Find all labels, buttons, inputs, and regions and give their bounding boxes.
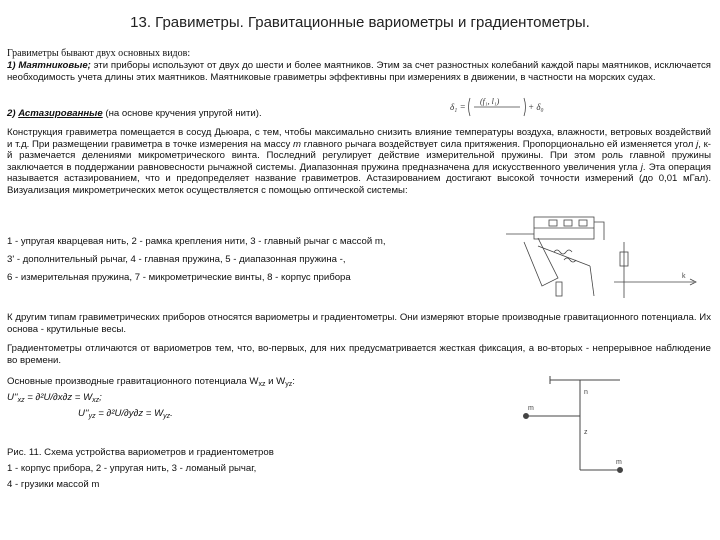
type-astatized bbox=[7, 108, 711, 120]
intro-text: Гравиметры бывают двух основных видов: bbox=[7, 48, 191, 59]
schematic-block-1 bbox=[549, 220, 557, 226]
type-pendulum bbox=[7, 60, 711, 83]
eq2-end: . bbox=[170, 408, 173, 419]
construction-paragraph bbox=[7, 127, 711, 197]
construction-var-j: j bbox=[696, 138, 699, 150]
formula-paren-right bbox=[524, 98, 526, 116]
equation-yz bbox=[78, 408, 173, 420]
type-astatized-num: 2) bbox=[7, 108, 16, 119]
construction-text-b: главного рычага воздействует сила притяжения. Пропорционально ей изменяется угол bbox=[303, 138, 694, 150]
derivatives-lead bbox=[7, 376, 295, 388]
schematic-weight bbox=[556, 282, 562, 296]
formula-numerator: (f₁, l₁) bbox=[480, 97, 500, 106]
derivatives-lead-text: Основные производные гравитационного потенциала W bbox=[7, 376, 259, 387]
eq1-u: U'' bbox=[7, 392, 18, 403]
derivatives-tail: : bbox=[292, 376, 295, 387]
eq2-u: U'' bbox=[78, 408, 89, 419]
construction-var-m: m bbox=[292, 138, 301, 150]
legend-line-1: 1 - упругая кварцевая нить, 2 - рамка крепления нити, 3 - главный рычаг с массой m, bbox=[7, 236, 386, 247]
schematic-block-3 bbox=[579, 220, 587, 226]
formula-figure bbox=[448, 94, 558, 120]
legend-line-2: 3' - дополнительный рычаг, 4 - главная пружина, 5 - диапазонная пружина -, bbox=[7, 254, 346, 265]
formula-left: δ₁ = bbox=[450, 102, 466, 112]
eq2-usub: yz bbox=[88, 413, 96, 420]
variometer-label-m2: m bbox=[616, 459, 622, 466]
construction-text-d: . Эта операция называется астазированием, что и предопределяет название гравиметров. Астазированием достигают высокой точности измерений (до 0,01 мГал). Визуализация микрометрических меток осуществляется с помощью оптической системы: bbox=[7, 161, 711, 196]
formula-right: + δ₀ bbox=[528, 102, 544, 112]
eq2-wsub: yz bbox=[163, 413, 171, 420]
type-astatized-name: Астазированные bbox=[18, 108, 103, 119]
eq1-wsub: xz bbox=[92, 397, 100, 404]
schematic-label-k: k bbox=[682, 273, 686, 280]
legend-line-3: 6 - измерительная пружина, 7 - микрометрические винты, 8 - корпус прибора bbox=[7, 272, 351, 283]
caption-line-1: 1 - корпус прибора, 2 - упругая нить, 3 - ломаный рычаг, bbox=[7, 463, 257, 474]
variometer-label-m1: m bbox=[528, 405, 534, 412]
figure-caption: Рис. 11. Схема устройства вариометров и градиентометров bbox=[7, 447, 274, 458]
variometer-figure bbox=[520, 374, 630, 494]
construction-text-a: Конструкция гравиметра помещается в сосуд Дьюара, с тем, чтобы максимально снизить влияние температуры воздуха, влажности, ветровых воздействий и т.д. При размещении гравиметра в точке измерения на массу bbox=[7, 127, 711, 150]
eq1-usub: xz bbox=[17, 397, 25, 404]
construction-text-c: , к-й размечается делениями микрометрического винта. Последний регулирует действие измерительной пружины. При этом роль главной пружины заключается в поддержании равновесности рычажной системы. Диапазонная пружина предназначена для искусственного увеличения угла bbox=[7, 138, 711, 173]
eq1-rhs: = ∂²U/∂x∂z = W bbox=[24, 392, 93, 403]
variometer-label-z: z bbox=[584, 429, 588, 436]
eq1-end: ; bbox=[99, 392, 102, 403]
construction-var-j2: j bbox=[640, 161, 643, 173]
other-types-paragraph: К другим типам гравиметрических приборов относятся вариометры и градиентометры. Они измеряют вторые производные гравитационного потенциала. Их основа - крутильные весы. bbox=[7, 312, 711, 335]
caption-line-2: 4 - грузики массой m bbox=[7, 479, 100, 490]
schematic-main-lever bbox=[538, 246, 590, 266]
page-title: 13. Гравиметры. Гравитационные вариометры и градиентометры. bbox=[130, 14, 590, 31]
derivatives-sub1: xz bbox=[258, 381, 266, 388]
variometer-label-n: n bbox=[584, 389, 588, 396]
gravimeter-schematic bbox=[494, 212, 706, 304]
type-pendulum-name: Маятниковые; bbox=[18, 60, 91, 71]
type-pendulum-num: 1) bbox=[7, 60, 16, 71]
derivatives-mid: и W bbox=[265, 376, 286, 387]
equation-xz bbox=[7, 392, 102, 404]
variometer-weight-left bbox=[524, 414, 529, 419]
type-astatized-text: (на основе кручения упругой нити). bbox=[105, 108, 262, 119]
schematic-block-2 bbox=[564, 220, 572, 226]
eq2-rhs: = ∂²U/∂y∂z = W bbox=[95, 408, 164, 419]
schematic-arm bbox=[594, 222, 604, 240]
gradiometers-paragraph: Градиентометры отличаются от вариометров тем, что, во-первых, для них предусматривается жесткая фиксация, а во-вторых - непрерывное наблюдение во времени. bbox=[7, 343, 711, 366]
type-pendulum-text: эти приборы используют от двух до шести и более маятников. Этим за счет разностных колебаний каждой пары маятников, исключается необходимость учета длины этих маятников. Маятниковые гравиметры эффективны при измерениях в движении, в частности на морских судах. bbox=[7, 60, 711, 83]
derivatives-sub2: yz bbox=[285, 381, 293, 388]
variometer-weight-right bbox=[618, 468, 623, 473]
schematic-stem bbox=[590, 266, 594, 296]
formula-paren-left bbox=[469, 98, 471, 116]
schematic-casing bbox=[524, 238, 558, 286]
